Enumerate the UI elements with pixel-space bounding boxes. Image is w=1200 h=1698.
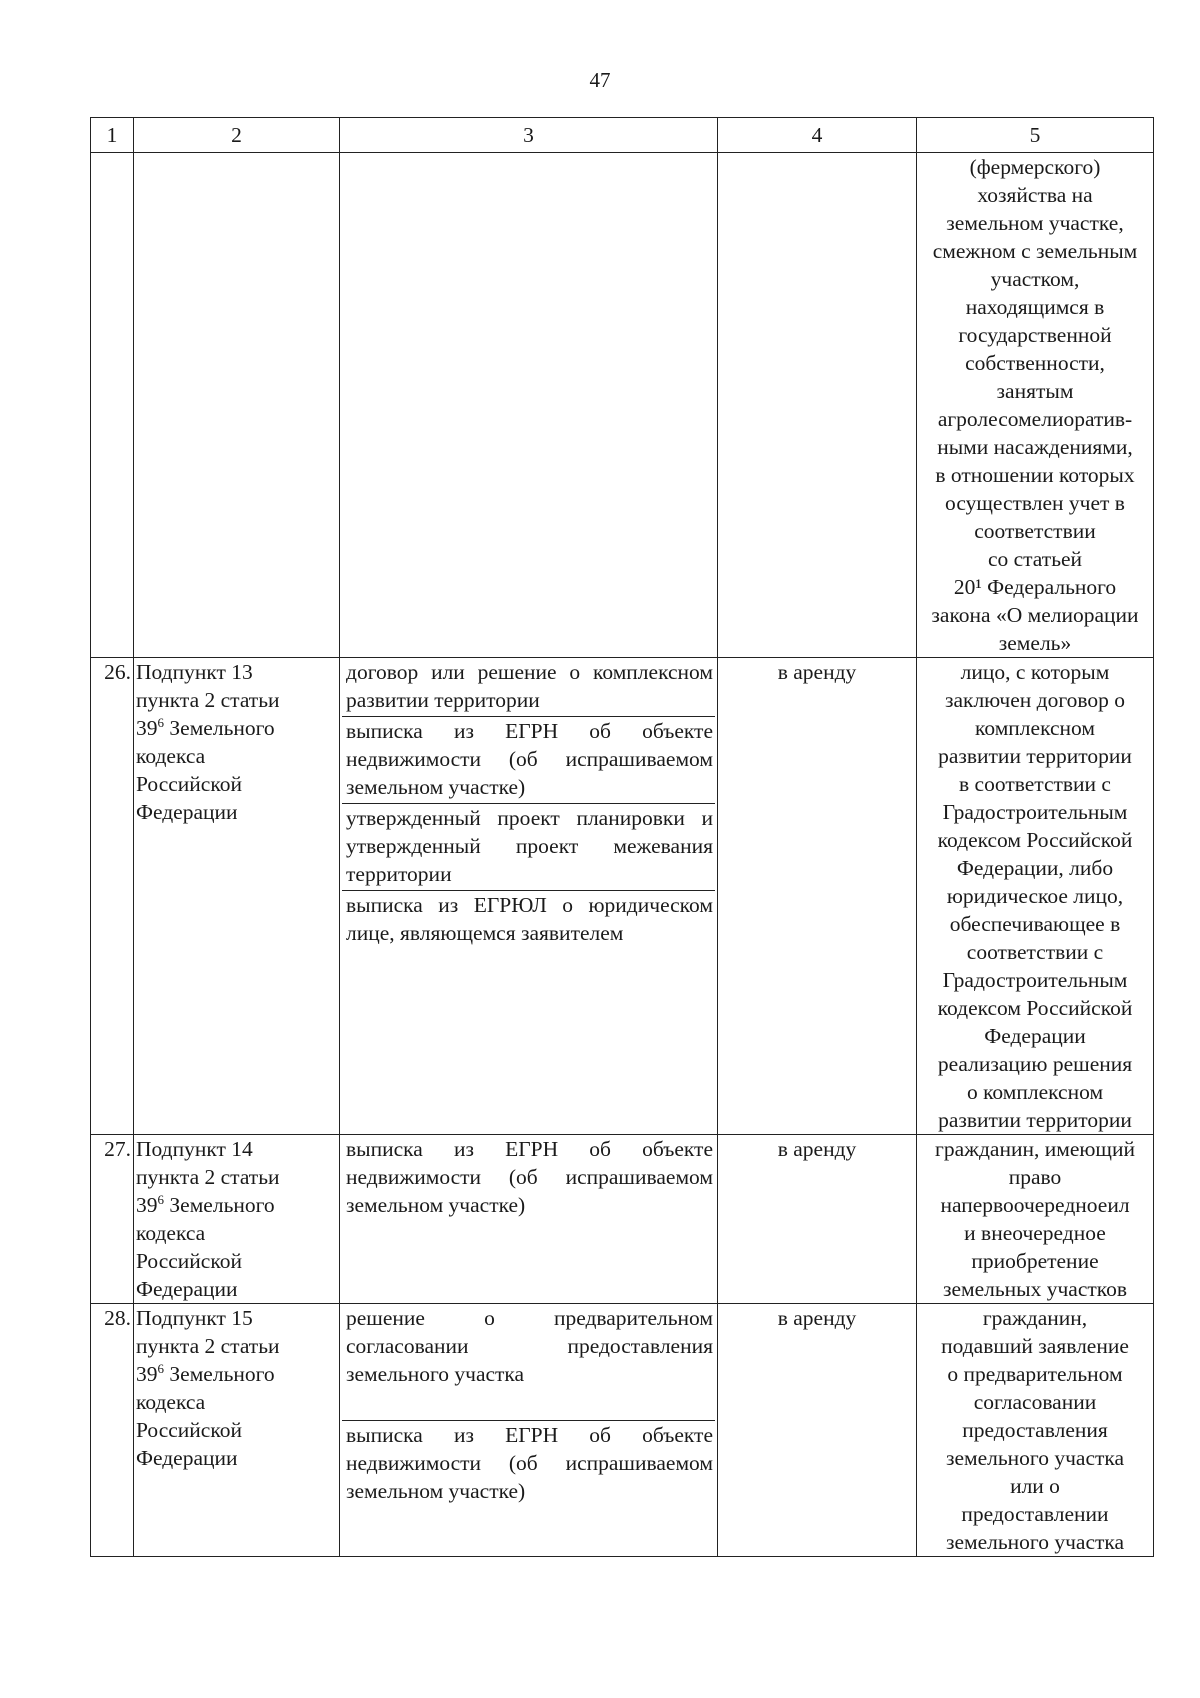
applicant: (фермерского) хозяйства на земельном участке, смежном с земельным участком, находящимся в государственной собственности, занятым агролесомелиоратив- ными насаждениями, в отношении которых осуществлен учет в соответствии со статьей 20¹ Федерального закона «О мелиорации земель» [917,153,1154,658]
documents-table [90,117,1154,1557]
table-row [91,1304,1154,1557]
row-number: 28. [91,1304,134,1557]
legal-basis [134,153,340,658]
legal-basis: Подпункт 14 пункта 2 статьи $39^6$ Земельного кодекса Российской Федерации [134,1135,340,1304]
document-item: решение о предварительном согласовании предоставления земельного участка [342,1304,715,1421]
header-cell-5: 5 [917,118,1154,153]
table-row [91,1135,1154,1304]
header-cell-4: 4 [718,118,917,153]
provision-type: в аренду [718,1135,917,1304]
header-cell-3: 3 [340,118,718,153]
documents-cell [340,658,718,1135]
document-item: договор или решение о комплексном развитии территории [342,658,715,717]
provision-type: в аренду [718,1304,917,1557]
row-number: 26. [91,658,134,1135]
table-row [91,658,1154,1135]
applicant: гражданин, подавший заявление о предварительном согласовании предоставления земельного участка или о предоставлении земельного участка [917,1304,1154,1557]
document-item: выписка из ЕГРН об объекте недвижимости (об испрашиваемом земельном участке) [346,1137,713,1217]
header-cell-1: 1 [91,118,134,153]
page-number: 47 [589,68,611,92]
provision-type: в аренду [718,658,917,1135]
documents-cell [340,1304,718,1557]
applicant: гражданин, имеющий право напервоочередноеил и внеочередное приобретение земельных участков [917,1135,1154,1304]
documents-cell [340,1135,718,1304]
row-number [91,153,134,658]
document-item: утвержденный проект планировки и утвержденный проект межевания территории [342,804,715,891]
document-item: выписка из ЕГРН об объекте недвижимости (об испрашиваемом земельном участке) [342,717,715,804]
documents-cell [340,153,718,658]
table-header-row [91,118,1154,153]
applicant: лицо, с которым заключен договор о комплексном развитии территории в соответствии с Градостроительным кодексом Российской Федерации, либо юридическое лицо, обеспечивающее в соответствии с Градостроительным кодексом Российской Федерации реализацию решения о комплексном развитии территории [917,658,1154,1135]
row-number: 27. [91,1135,134,1304]
provision-type [718,153,917,658]
header-cell-2: 2 [134,118,340,153]
legal-basis: Подпункт 15 пункта 2 статьи $39^6$ Земельного кодекса Российской Федерации [134,1304,340,1557]
document-item: выписка из ЕГРЮЛ о юридическом лице, являющемся заявителем [346,893,713,945]
document-item: выписка из ЕГРН об объекте недвижимости (об испрашиваемом земельном участке) [346,1423,713,1503]
legal-basis: Подпункт 13 пункта 2 статьи $39^6$ Земельного кодекса Российской Федерации [134,658,340,1135]
table-row [91,153,1154,658]
